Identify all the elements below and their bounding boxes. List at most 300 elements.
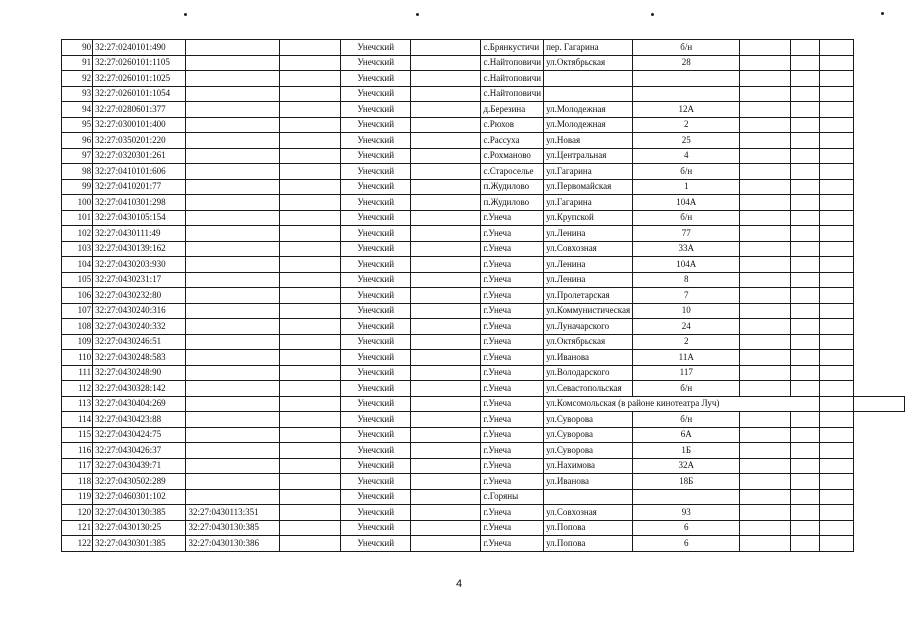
table-row bbox=[62, 272, 905, 288]
previous-cadastral-number-cell bbox=[186, 71, 279, 87]
row-number-cell: 112 bbox=[62, 381, 93, 397]
house-number-cell: 104А bbox=[633, 195, 740, 211]
empty-cell bbox=[279, 412, 341, 428]
empty-cell bbox=[740, 458, 790, 474]
empty-cell bbox=[740, 520, 790, 536]
row-number-cell: 95 bbox=[62, 117, 93, 133]
empty-cell bbox=[279, 117, 341, 133]
empty-cell bbox=[279, 164, 341, 180]
previous-cadastral-number-cell bbox=[186, 40, 279, 56]
table-row bbox=[62, 489, 905, 505]
locality-cell: г.Унеча bbox=[481, 474, 544, 490]
row-number-cell: 114 bbox=[62, 412, 93, 428]
empty-cell bbox=[790, 195, 819, 211]
district-cell: Унечский bbox=[341, 55, 411, 71]
empty-cell bbox=[410, 164, 481, 180]
locality-cell: с.Рассуха bbox=[481, 133, 544, 149]
empty-cell bbox=[279, 319, 341, 335]
locality-cell: с.Найтоповичи bbox=[481, 71, 544, 87]
table-row bbox=[62, 288, 905, 304]
house-number-cell: 1Б bbox=[633, 443, 740, 459]
street-cell: ул.Молодежная bbox=[544, 117, 633, 133]
empty-cell bbox=[740, 148, 790, 164]
table-row bbox=[62, 257, 905, 273]
empty-cell bbox=[790, 427, 819, 443]
empty-cell bbox=[740, 257, 790, 273]
row-number-cell: 106 bbox=[62, 288, 93, 304]
house-number-cell bbox=[633, 86, 740, 102]
cadastral-number-cell: 32:27:0430240:316 bbox=[93, 303, 186, 319]
cadastral-number-cell: 32:27:0430424:75 bbox=[93, 427, 186, 443]
locality-cell: г.Унеча bbox=[481, 536, 544, 552]
previous-cadastral-number-cell: 32:27:0430130:385 bbox=[186, 520, 279, 536]
district-cell: Унечский bbox=[341, 427, 411, 443]
district-cell: Унечский bbox=[341, 536, 411, 552]
empty-cell bbox=[740, 133, 790, 149]
street-cell bbox=[544, 489, 633, 505]
table-row bbox=[62, 55, 905, 71]
empty-cell bbox=[790, 40, 819, 56]
district-cell: Унечский bbox=[341, 474, 411, 490]
empty-cell bbox=[819, 117, 853, 133]
table-row bbox=[62, 195, 905, 211]
empty-cell bbox=[740, 474, 790, 490]
table-row bbox=[62, 148, 905, 164]
district-cell: Унечский bbox=[341, 164, 411, 180]
previous-cadastral-number-cell bbox=[186, 148, 279, 164]
empty-cell bbox=[819, 505, 853, 521]
empty-cell bbox=[410, 55, 481, 71]
house-number-cell: 11А bbox=[633, 350, 740, 366]
district-cell: Унечский bbox=[341, 303, 411, 319]
empty-cell bbox=[819, 458, 853, 474]
street-cell: ул.Центральная bbox=[544, 148, 633, 164]
empty-cell bbox=[854, 396, 905, 412]
empty-cell bbox=[410, 257, 481, 273]
row-number-cell: 108 bbox=[62, 319, 93, 335]
row-number-cell: 110 bbox=[62, 350, 93, 366]
empty-cell bbox=[410, 241, 481, 257]
empty-cell bbox=[410, 71, 481, 87]
empty-cell bbox=[740, 55, 790, 71]
district-cell: Унечский bbox=[341, 520, 411, 536]
house-number-cell: 25 bbox=[633, 133, 740, 149]
house-number-cell: 2 bbox=[633, 117, 740, 133]
street-cell: ул.Совхозная bbox=[544, 505, 633, 521]
empty-cell bbox=[740, 164, 790, 180]
street-cell: ул.Суворова bbox=[544, 412, 633, 428]
table-row bbox=[62, 164, 905, 180]
empty-cell bbox=[740, 179, 790, 195]
empty-cell bbox=[410, 272, 481, 288]
district-cell: Унечский bbox=[341, 117, 411, 133]
empty-cell bbox=[279, 86, 341, 102]
row-number-cell: 111 bbox=[62, 365, 93, 381]
district-cell: Унечский bbox=[341, 288, 411, 304]
house-number-cell: 6А bbox=[633, 427, 740, 443]
empty-cell bbox=[410, 210, 481, 226]
row-number-cell: 98 bbox=[62, 164, 93, 180]
empty-cell bbox=[819, 226, 853, 242]
empty-cell bbox=[819, 334, 853, 350]
row-number-cell: 91 bbox=[62, 55, 93, 71]
empty-cell bbox=[740, 319, 790, 335]
empty-cell bbox=[819, 210, 853, 226]
locality-cell: г.Унеча bbox=[481, 288, 544, 304]
table-row bbox=[62, 536, 905, 552]
empty-cell bbox=[819, 365, 853, 381]
empty-cell bbox=[410, 303, 481, 319]
scan-mark bbox=[184, 13, 187, 16]
table-row bbox=[62, 241, 905, 257]
table-row bbox=[62, 86, 905, 102]
empty-cell bbox=[740, 102, 790, 118]
table-row bbox=[62, 71, 905, 87]
cadastral-number-cell: 32:27:0430240:332 bbox=[93, 319, 186, 335]
empty-cell bbox=[819, 164, 853, 180]
table-row bbox=[62, 226, 905, 242]
table-row bbox=[62, 381, 905, 397]
empty-cell bbox=[790, 117, 819, 133]
row-number-cell: 109 bbox=[62, 334, 93, 350]
cadastral-number-cell: 32:27:0280601:377 bbox=[93, 102, 186, 118]
district-cell: Унечский bbox=[341, 71, 411, 87]
empty-cell bbox=[410, 505, 481, 521]
street-cell: ул.Попова bbox=[544, 520, 633, 536]
row-number-cell: 119 bbox=[62, 489, 93, 505]
empty-cell bbox=[410, 474, 481, 490]
empty-cell bbox=[819, 71, 853, 87]
empty-cell bbox=[279, 71, 341, 87]
empty-cell bbox=[819, 474, 853, 490]
empty-cell bbox=[410, 458, 481, 474]
cadastral-number-cell: 32:27:0430130:25 bbox=[93, 520, 186, 536]
previous-cadastral-number-cell bbox=[186, 458, 279, 474]
previous-cadastral-number-cell bbox=[186, 288, 279, 304]
row-number-cell: 115 bbox=[62, 427, 93, 443]
empty-cell bbox=[279, 257, 341, 273]
cadastral-number-cell: 32:27:0430130:385 bbox=[93, 505, 186, 521]
empty-cell bbox=[279, 520, 341, 536]
empty-cell bbox=[410, 102, 481, 118]
street-cell: ул.Ленина bbox=[544, 226, 633, 242]
empty-cell bbox=[410, 443, 481, 459]
empty-cell bbox=[790, 365, 819, 381]
district-cell: Унечский bbox=[341, 257, 411, 273]
previous-cadastral-number-cell bbox=[186, 210, 279, 226]
district-cell: Унечский bbox=[341, 381, 411, 397]
empty-cell bbox=[279, 443, 341, 459]
locality-cell: п.Жудилово bbox=[481, 179, 544, 195]
empty-cell bbox=[790, 133, 819, 149]
street-cell: ул.Володарского bbox=[544, 365, 633, 381]
locality-cell: с.Брянкустичи bbox=[481, 40, 544, 56]
locality-cell: с.Староселье bbox=[481, 164, 544, 180]
street-cell: ул.Гагарина bbox=[544, 195, 633, 211]
row-number-cell: 117 bbox=[62, 458, 93, 474]
empty-cell bbox=[279, 334, 341, 350]
house-number-cell: 24 bbox=[633, 319, 740, 335]
row-number-cell: 107 bbox=[62, 303, 93, 319]
empty-cell bbox=[740, 443, 790, 459]
empty-cell bbox=[740, 71, 790, 87]
empty-cell bbox=[410, 536, 481, 552]
district-cell: Унечский bbox=[341, 350, 411, 366]
district-cell: Унечский bbox=[341, 505, 411, 521]
street-cell: ул.Иванова bbox=[544, 350, 633, 366]
table-row bbox=[62, 396, 905, 412]
district-cell: Унечский bbox=[341, 210, 411, 226]
house-number-cell: 1 bbox=[633, 179, 740, 195]
house-number-cell: б/н bbox=[633, 40, 740, 56]
empty-cell bbox=[279, 195, 341, 211]
previous-cadastral-number-cell: 32:27:0430130:386 bbox=[186, 536, 279, 552]
street-cell: ул.Октябрьская bbox=[544, 334, 633, 350]
district-cell: Унечский bbox=[341, 319, 411, 335]
empty-cell bbox=[790, 272, 819, 288]
street-cell: ул.Ленина bbox=[544, 257, 633, 273]
empty-cell bbox=[790, 474, 819, 490]
empty-cell bbox=[819, 536, 853, 552]
land-plots-table bbox=[61, 39, 905, 552]
street-cell: ул.Суворова bbox=[544, 443, 633, 459]
cadastral-number-cell: 32:27:0430139:162 bbox=[93, 241, 186, 257]
row-number-cell: 97 bbox=[62, 148, 93, 164]
row-number-cell: 93 bbox=[62, 86, 93, 102]
empty-cell bbox=[819, 396, 853, 412]
empty-cell bbox=[279, 381, 341, 397]
empty-cell bbox=[790, 148, 819, 164]
cadastral-number-cell: 32:27:0320301:261 bbox=[93, 148, 186, 164]
street-cell: ул.Севастопольская bbox=[544, 381, 633, 397]
empty-cell bbox=[790, 86, 819, 102]
previous-cadastral-number-cell bbox=[186, 319, 279, 335]
empty-cell bbox=[819, 102, 853, 118]
empty-cell bbox=[819, 86, 853, 102]
street-cell: ул.Первомайская bbox=[544, 179, 633, 195]
district-cell: Унечский bbox=[341, 241, 411, 257]
cadastral-number-cell: 32:27:0430111:49 bbox=[93, 226, 186, 242]
locality-cell: г.Унеча bbox=[481, 396, 544, 412]
district-cell: Унечский bbox=[341, 179, 411, 195]
locality-cell: г.Унеча bbox=[481, 427, 544, 443]
row-number-cell: 103 bbox=[62, 241, 93, 257]
empty-cell bbox=[819, 381, 853, 397]
previous-cadastral-number-cell: 32:27:0430113:351 bbox=[186, 505, 279, 521]
table-row bbox=[62, 117, 905, 133]
cadastral-number-cell: 32:27:0410201:77 bbox=[93, 179, 186, 195]
empty-cell bbox=[819, 179, 853, 195]
street-cell: ул.Нахимова bbox=[544, 458, 633, 474]
empty-cell bbox=[790, 241, 819, 257]
cadastral-number-cell: 32:27:0430246:51 bbox=[93, 334, 186, 350]
empty-cell bbox=[790, 334, 819, 350]
empty-cell bbox=[279, 303, 341, 319]
previous-cadastral-number-cell bbox=[186, 164, 279, 180]
empty-cell bbox=[819, 133, 853, 149]
empty-cell bbox=[790, 443, 819, 459]
district-cell: Унечский bbox=[341, 226, 411, 242]
previous-cadastral-number-cell bbox=[186, 489, 279, 505]
empty-cell bbox=[279, 272, 341, 288]
empty-cell bbox=[279, 474, 341, 490]
empty-cell bbox=[740, 412, 790, 428]
locality-cell: г.Унеча bbox=[481, 241, 544, 257]
row-number-cell: 121 bbox=[62, 520, 93, 536]
empty-cell bbox=[819, 40, 853, 56]
row-number-cell: 116 bbox=[62, 443, 93, 459]
row-number-cell: 122 bbox=[62, 536, 93, 552]
house-number-cell: б/н bbox=[633, 381, 740, 397]
cadastral-number-cell: 32:27:0350201:220 bbox=[93, 133, 186, 149]
district-cell: Унечский bbox=[341, 102, 411, 118]
locality-cell: г.Унеча bbox=[481, 505, 544, 521]
previous-cadastral-number-cell bbox=[186, 365, 279, 381]
cadastral-number-cell: 32:27:0430203:930 bbox=[93, 257, 186, 273]
empty-cell bbox=[279, 226, 341, 242]
empty-cell bbox=[790, 489, 819, 505]
previous-cadastral-number-cell bbox=[186, 179, 279, 195]
locality-cell: с.Рохманово bbox=[481, 148, 544, 164]
empty-cell bbox=[279, 489, 341, 505]
locality-cell: г.Унеча bbox=[481, 303, 544, 319]
empty-cell bbox=[790, 412, 819, 428]
empty-cell bbox=[740, 350, 790, 366]
empty-cell bbox=[279, 241, 341, 257]
empty-cell bbox=[819, 55, 853, 71]
empty-cell bbox=[819, 195, 853, 211]
house-number-cell: 33А bbox=[633, 241, 740, 257]
cadastral-number-cell: 32:27:0260101:1025 bbox=[93, 71, 186, 87]
empty-cell bbox=[790, 520, 819, 536]
house-number-cell: 104А bbox=[633, 257, 740, 273]
empty-cell bbox=[410, 86, 481, 102]
empty-cell bbox=[790, 164, 819, 180]
previous-cadastral-number-cell bbox=[186, 257, 279, 273]
table-row bbox=[62, 210, 905, 226]
empty-cell bbox=[790, 210, 819, 226]
previous-cadastral-number-cell bbox=[186, 334, 279, 350]
empty-cell bbox=[790, 381, 819, 397]
table-row bbox=[62, 427, 905, 443]
empty-cell bbox=[819, 443, 853, 459]
locality-cell: с.Рюхов bbox=[481, 117, 544, 133]
empty-cell bbox=[279, 536, 341, 552]
previous-cadastral-number-cell bbox=[186, 350, 279, 366]
previous-cadastral-number-cell bbox=[186, 117, 279, 133]
empty-cell bbox=[819, 288, 853, 304]
table-row bbox=[62, 505, 905, 521]
empty-cell bbox=[410, 427, 481, 443]
empty-cell bbox=[279, 458, 341, 474]
cadastral-number-cell: 32:27:0410101:606 bbox=[93, 164, 186, 180]
cadastral-number-cell: 32:27:0430439:71 bbox=[93, 458, 186, 474]
table-row bbox=[62, 474, 905, 490]
empty-cell bbox=[410, 412, 481, 428]
table-row bbox=[62, 443, 905, 459]
empty-cell bbox=[790, 257, 819, 273]
empty-cell bbox=[740, 226, 790, 242]
empty-cell bbox=[740, 334, 790, 350]
empty-cell bbox=[410, 179, 481, 195]
page-number: 4 bbox=[456, 578, 463, 590]
empty-cell bbox=[740, 195, 790, 211]
row-number-cell: 113 bbox=[62, 396, 93, 412]
locality-cell: с.Найтоповичи bbox=[481, 86, 544, 102]
empty-cell bbox=[819, 303, 853, 319]
table-row bbox=[62, 412, 905, 428]
locality-cell: г.Унеча bbox=[481, 257, 544, 273]
empty-cell bbox=[279, 365, 341, 381]
previous-cadastral-number-cell bbox=[186, 241, 279, 257]
table-row bbox=[62, 133, 905, 149]
table-row bbox=[62, 179, 905, 195]
district-cell: Унечский bbox=[341, 133, 411, 149]
street-cell: ул.Октябрьская bbox=[544, 55, 633, 71]
empty-cell bbox=[410, 319, 481, 335]
house-number-cell: 12А bbox=[633, 102, 740, 118]
empty-cell bbox=[279, 427, 341, 443]
empty-cell bbox=[279, 40, 341, 56]
empty-cell bbox=[740, 365, 790, 381]
cadastral-number-cell: 32:27:0430502:289 bbox=[93, 474, 186, 490]
empty-cell bbox=[740, 117, 790, 133]
row-number-cell: 118 bbox=[62, 474, 93, 490]
empty-cell bbox=[279, 505, 341, 521]
empty-cell bbox=[410, 396, 481, 412]
empty-cell bbox=[819, 489, 853, 505]
house-number-cell: 6 bbox=[633, 520, 740, 536]
district-cell: Унечский bbox=[341, 396, 411, 412]
house-number-cell: 8 bbox=[633, 272, 740, 288]
empty-cell bbox=[410, 133, 481, 149]
empty-cell bbox=[410, 117, 481, 133]
locality-cell: г.Унеча bbox=[481, 365, 544, 381]
empty-cell bbox=[819, 272, 853, 288]
locality-cell: г.Унеча bbox=[481, 334, 544, 350]
empty-cell bbox=[790, 303, 819, 319]
empty-cell bbox=[819, 350, 853, 366]
locality-cell: г.Унеча bbox=[481, 412, 544, 428]
empty-cell bbox=[790, 55, 819, 71]
cadastral-number-cell: 32:27:0430423:88 bbox=[93, 412, 186, 428]
house-number-cell bbox=[633, 71, 740, 87]
locality-cell: г.Унеча bbox=[481, 226, 544, 242]
previous-cadastral-number-cell bbox=[186, 86, 279, 102]
table-row bbox=[62, 40, 905, 56]
street-cell: ул.Суворова bbox=[544, 427, 633, 443]
empty-cell bbox=[819, 427, 853, 443]
empty-cell bbox=[790, 288, 819, 304]
empty-cell bbox=[410, 226, 481, 242]
empty-cell bbox=[819, 319, 853, 335]
cadastral-number-cell: 32:27:0260101:1105 bbox=[93, 55, 186, 71]
locality-cell: с.Горяны bbox=[481, 489, 544, 505]
street-cell: ул.Коммунистическая bbox=[544, 303, 633, 319]
empty-cell bbox=[410, 148, 481, 164]
empty-cell bbox=[790, 505, 819, 521]
row-number-cell: 101 bbox=[62, 210, 93, 226]
empty-cell bbox=[279, 148, 341, 164]
empty-cell bbox=[790, 102, 819, 118]
empty-cell bbox=[410, 334, 481, 350]
district-cell: Унечский bbox=[341, 443, 411, 459]
empty-cell bbox=[740, 303, 790, 319]
cadastral-number-cell: 32:27:0430426:37 bbox=[93, 443, 186, 459]
cadastral-number-cell: 32:27:0430231:17 bbox=[93, 272, 186, 288]
cadastral-number-cell: 32:27:0430404:269 bbox=[93, 396, 186, 412]
empty-cell bbox=[819, 520, 853, 536]
